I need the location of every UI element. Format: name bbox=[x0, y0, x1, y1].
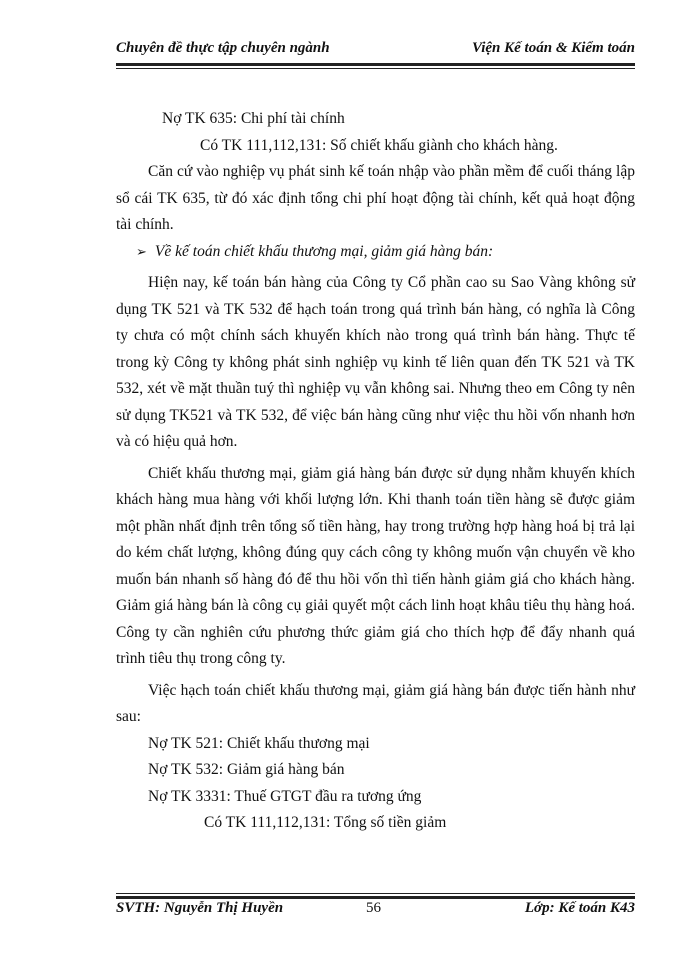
paragraph-current-status: Hiện nay, kế toán bán hàng của Công ty Cổ phần cao su Sao Vàng không sử dụng TK 521 và TK 532 để hạch toán trong quá trình bán hàng, có nghĩa là Công ty chưa có một chính sách khuyến khích nào trong quá trình bán hàng. Thực tế trong kỳ Công ty không phát sinh nghiệp vụ kinh tế liên quan đến TK 521 và TK 532, xét về mặt thuần tuý thì nghiệp vụ vẫn không sai. Nhưng theo em Công ty nên sử dụng TK521 và TK 532, để việc bán hàng cũng như việc thu hồi vốn nhanh hơn và có hiệu quả hơn. bbox=[116, 274, 635, 450]
paragraph-discount-purpose: Chiết khấu thương mại, giảm giá hàng bán được sử dụng nhằm khuyến khích khách hàng mua hàng với khối lượng lớn. Khi thanh toán tiền hàng sẽ được giảm một phần nhất định trên tổng số tiền hàng, hay trong trường hợp hàng hoá bị trả lại do kém chất lượng, không đúng quy cách công ty không muốn vận chuyển về kho muốn bán nhanh số hàng đó để thu hồi vốn thì tiến hành giảm giá cho khách hàng. Giảm giá hàng bán là công cụ giải quyết một cách linh hoạt khâu tiêu thụ hàng hoá. Công ty cần nghiên cứu phương thức giảm giá cho thích hợp để đẩy nhanh quá trình tiêu thụ trong công ty. bbox=[116, 464, 635, 667]
footer-rule-thick bbox=[116, 896, 635, 899]
header-rule-thick bbox=[116, 63, 635, 66]
header-right-title: Viện Kế toán & Kiểm toán bbox=[472, 40, 635, 56]
footer-rule bbox=[116, 893, 635, 899]
document-body bbox=[116, 106, 635, 837]
footer-rule-thin bbox=[116, 893, 635, 894]
entry-debit-532: Nợ TK 532: Giảm giá hàng bán bbox=[148, 761, 345, 778]
entry-debit-521: Nợ TK 521: Chiết khấu thương mại bbox=[148, 734, 370, 752]
arrow-bullet-icon: ➢ bbox=[136, 243, 147, 259]
header-rule bbox=[116, 63, 635, 69]
footer-class-name: Lớp: Kế toán K43 bbox=[524, 900, 635, 916]
page-footer bbox=[116, 900, 635, 924]
entry-debit-3331: Nợ TK 3331: Thuế GTGT đầu ra tương ứng bbox=[148, 787, 422, 805]
footer-student-name: SVTH: Nguyễn Thị Huyền bbox=[116, 900, 284, 916]
page-number: 56 bbox=[366, 900, 381, 916]
paragraph-accounting-method: Việc hạch toán chiết khấu thương mại, giảm giá hàng bán được tiến hành như sau: bbox=[116, 681, 635, 725]
paragraph-ledger: Căn cứ vào nghiệp vụ phát sinh kế toán nhập vào phần mềm để cuối tháng lập sổ cái TK 635, từ đó xác định tổng chi phí hoạt động tài chính, kết quả hoạt động tài chính. bbox=[116, 163, 635, 233]
bullet-heading bbox=[116, 239, 635, 266]
entry-credit-111: Có TK 111,112,131: Số chiết khấu giành cho khách hàng. bbox=[200, 136, 558, 154]
entry-credit-total: Có TK 111,112,131: Tổng số tiền giảm bbox=[204, 814, 447, 831]
header-rule-thin bbox=[116, 68, 635, 69]
entry-debit-635: Nợ TK 635: Chi phí tài chính bbox=[162, 110, 345, 127]
header-left-title: Chuyên đề thực tập chuyên ngành bbox=[116, 40, 330, 56]
bullet-heading-text: Về kế toán chiết khấu thương mại, giảm giá hàng bán: bbox=[154, 242, 494, 260]
page-header bbox=[116, 40, 635, 64]
